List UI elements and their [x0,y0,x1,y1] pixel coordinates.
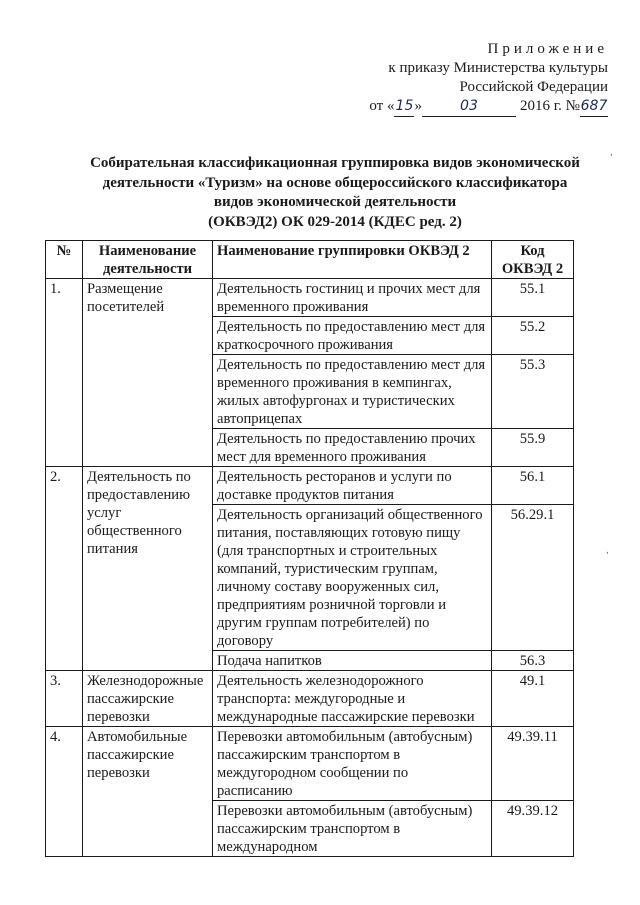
group-name: Деятельность по предоставлению мест для краткосрочного проживания [213,317,492,355]
header-group: Наименование группировки ОКВЭД 2 [213,241,492,279]
appendix-heading: Приложение [487,41,608,57]
section-num: 1. [46,279,83,467]
group-code: 55.1 [492,279,574,317]
appendix-order-line: к приказу Министерства культуры [388,60,608,76]
group-name: Деятельность железнодорожного транспорта: междугородные и международные пассажирские перевозки [213,671,492,727]
group-code: 55.3 [492,355,574,429]
title-line-3: видов экономической деятельности [213,194,457,210]
group-name: Перевозки автомобильным (автобусным) пассажирским транспортом в международном [213,801,492,857]
date-day: 15 [394,97,414,117]
date-prefix: от « [369,98,395,114]
group-name: Деятельность ресторанов и услуги по доставке продуктов питания [213,467,492,505]
order-number: 687 [580,97,608,117]
group-code: 49.39.11 [492,727,574,801]
section-num: 2. [46,467,83,671]
table-header-row [46,241,574,279]
section-num: 3. [46,671,83,727]
group-name: Деятельность организаций общественного питания, поставляющих готовую пищу (для транспортных и строительных компаний, туристическим группам, личному составу вооруженных сил, предприятиям розничной торговли и другим группам потребителей) по договору [213,505,492,651]
section-num: 4. [46,727,83,857]
table-row [46,279,574,317]
group-code: 49.39.12 [492,801,574,857]
group-code: 55.2 [492,317,574,355]
scan-speck: , [610,148,613,158]
date-month: 03 [422,97,516,117]
appendix-date-line [348,97,608,117]
date-year: 2016 г. № [519,98,580,114]
appendix-federation-line: Российской Федерации [459,79,608,95]
group-name: Подача напитков [213,651,492,671]
section-activity: Железнодорожные пассажирские перевозки [83,671,213,727]
header-code: Код ОКВЭД 2 [492,241,574,279]
group-name: Перевозки автомобильным (автобусным) пассажирским транспортом в междугородном сообщении по расписанию [213,727,492,801]
date-mid: » [414,98,422,114]
group-code: 55.9 [492,429,574,467]
table-row [46,467,574,505]
header-activity: Наименование деятельности [83,241,213,279]
appendix-block [348,40,608,117]
section-activity: Деятельность по предоставлению услуг общественного питания [83,467,213,671]
document-title [70,154,600,232]
group-name: Деятельность гостиниц и прочих мест для временного проживания [213,279,492,317]
table-row [46,671,574,727]
group-code: 56.3 [492,651,574,671]
title-line-2: деятельности «Туризм» на основе общероссийского классификатора [102,174,568,191]
table-row [46,727,574,801]
group-code: 56.1 [492,467,574,505]
group-name: Деятельность по предоставлению прочих мест для временного проживания [213,429,492,467]
section-activity: Размещение посетителей [83,279,213,467]
title-line-4: (ОКВЭД2) ОК 029-2014 (КДЕС ред. 2) [208,213,462,230]
group-code: 56.29.1 [492,505,574,651]
scan-speck: , [606,546,609,556]
title-line-1: Собирательная классификационная группировка видов экономической [90,155,580,171]
group-name: Деятельность по предоставлению мест для временного проживания в кемпингах, жилых автофургонах и туристических автоприцепах [213,355,492,429]
group-code: 49.1 [492,671,574,727]
okved-table [45,240,574,857]
header-num: № [46,241,83,279]
section-activity: Автомобильные пассажирские перевозки [83,727,213,857]
